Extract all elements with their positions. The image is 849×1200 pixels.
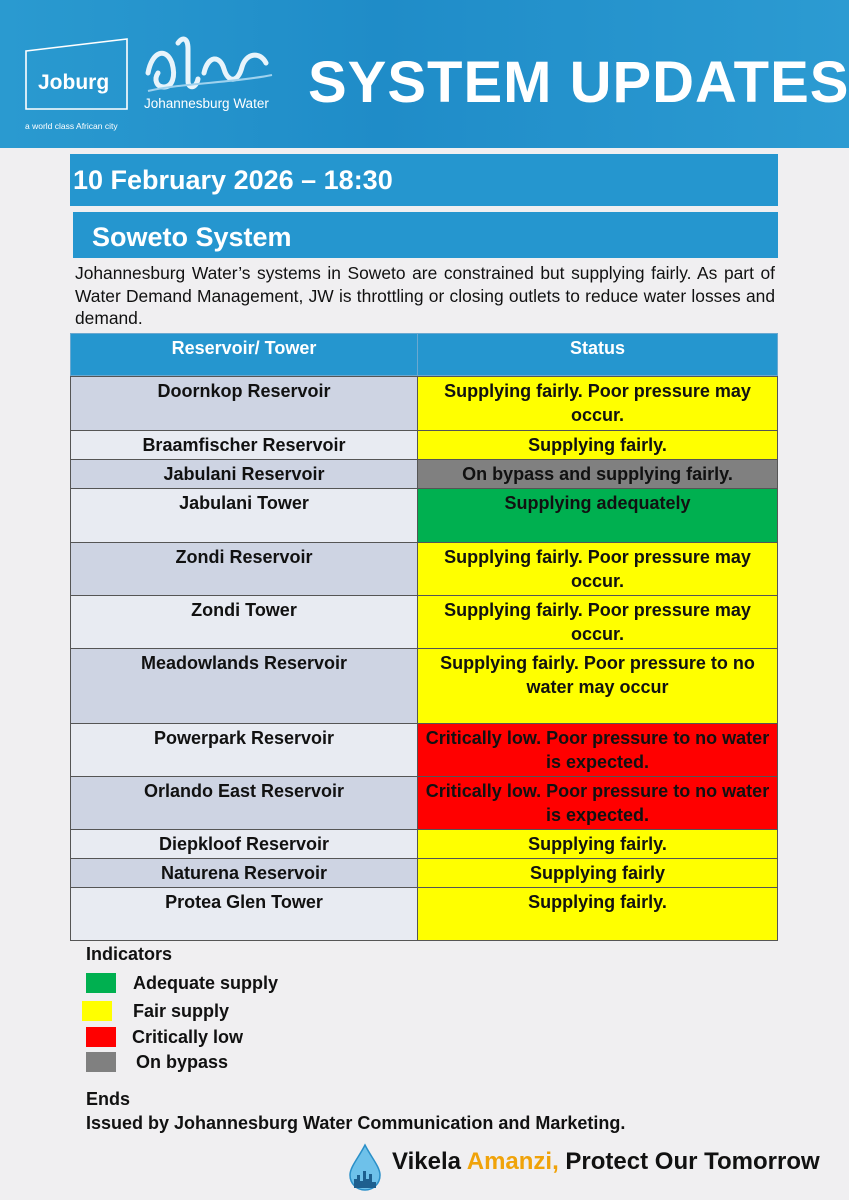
reservoir-name: Jabulani Tower [71, 489, 418, 543]
status-cell: Critically low. Poor pressure to no water is expected. [418, 724, 778, 777]
status-cell: Supplying fairly. Poor pressure may occur. [418, 596, 778, 649]
page-title: SYSTEM UPDATES [308, 50, 849, 115]
status-cell: Supplying fairly. [418, 888, 778, 941]
status-table [70, 333, 778, 941]
reservoir-name: Braamfischer Reservoir [71, 431, 418, 460]
table-row [71, 596, 778, 649]
table-row [71, 724, 778, 777]
table-row [71, 377, 778, 431]
indicators-title: Indicators [86, 944, 173, 964]
slogan-part-1: Vikela [392, 1148, 467, 1175]
legend-label: On bypass [136, 1052, 229, 1072]
slogan-accent: Amanzi, [466, 1148, 559, 1175]
column-header-status: Status [418, 334, 778, 376]
table-row [71, 649, 778, 724]
status-cell: Supplying fairly. Poor pressure may occur. [418, 543, 778, 596]
reservoir-name: Jabulani Reservoir [71, 460, 418, 489]
reservoir-name: Doornkop Reservoir [71, 377, 418, 431]
johannesburg-water-logo [142, 33, 277, 95]
header-banner [0, 0, 849, 148]
legend-swatch [82, 1001, 112, 1021]
reservoir-name: Powerpark Reservoir [71, 724, 418, 777]
system-title: Soweto System [73, 212, 778, 258]
joburg-tagline: a world class African city [25, 121, 118, 131]
legend-label: Fair supply [133, 1001, 230, 1021]
reservoir-name: Meadowlands Reservoir [71, 649, 418, 724]
issued-by: Issued by Johannesburg Water Communication and Marketing. [86, 1113, 626, 1133]
legend-swatch [86, 1027, 116, 1047]
table-header-row [71, 334, 778, 376]
status-cell: On bypass and supplying fairly. [418, 460, 778, 489]
slogan-part-2: Protect Our Tomorrow [558, 1148, 820, 1175]
status-cell: Supplying fairly [418, 859, 778, 888]
reservoir-name: Naturena Reservoir [71, 859, 418, 888]
table-row [71, 489, 778, 543]
table-row [71, 777, 778, 830]
legend-swatch [86, 973, 116, 993]
status-cell: Supplying fairly. [418, 830, 778, 859]
reservoir-name: Zondi Reservoir [71, 543, 418, 596]
reservoir-name: Protea Glen Tower [71, 888, 418, 941]
table-row [71, 431, 778, 460]
slogan [392, 1148, 820, 1176]
status-cell: Critically low. Poor pressure to no water is expected. [418, 777, 778, 830]
status-cell: Supplying fairly. Poor pressure may occur. [418, 377, 778, 431]
date-bar: 10 February 2026 – 18:30 [70, 154, 778, 206]
legend-label: Critically low [132, 1027, 244, 1047]
ends-label: Ends [86, 1089, 131, 1109]
column-header-reservoir: Reservoir/ Tower [71, 334, 418, 376]
joburg-logo [24, 37, 129, 111]
table-row [71, 830, 778, 859]
reservoir-name: Zondi Tower [71, 596, 418, 649]
intro-paragraph: Johannesburg Water’s systems in Soweto are constrained but supplying fairly. As part of Water Demand Management, JW is throttling or closing outlets to reduce water losses and demand. [75, 263, 775, 328]
status-cell: Supplying fairly. Poor pressure to no water may occur [418, 649, 778, 724]
joburg-logo-text: Joburg [38, 71, 110, 94]
legend-label: Adequate supply [133, 973, 279, 993]
water-drop-icon [346, 1143, 384, 1191]
legend-swatch [86, 1052, 116, 1072]
johannesburg-water-name: Johannesburg Water [144, 96, 269, 111]
table-row [71, 460, 778, 489]
status-cell: Supplying fairly. [418, 431, 778, 460]
status-cell: Supplying adequately [418, 489, 778, 543]
table-row [71, 543, 778, 596]
table-row [71, 859, 778, 888]
reservoir-name: Diepkloof Reservoir [71, 830, 418, 859]
reservoir-name: Orlando East Reservoir [71, 777, 418, 830]
table-row [71, 888, 778, 941]
